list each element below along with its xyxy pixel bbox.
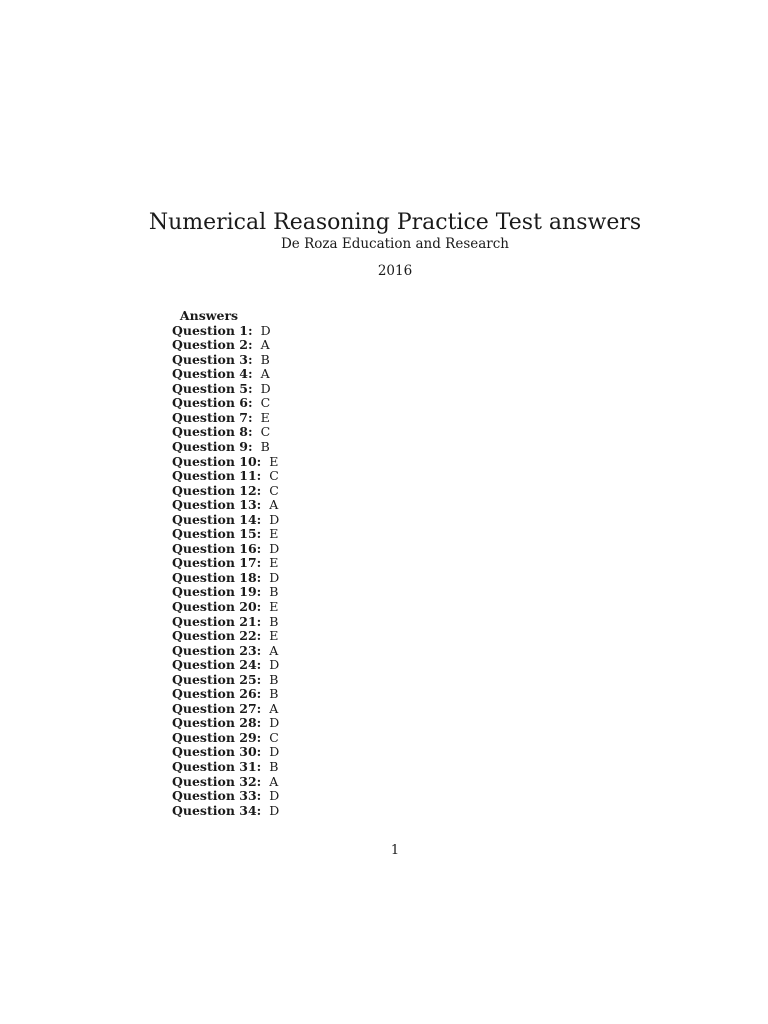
question-label: Question 30: — [172, 744, 262, 760]
document-title: Numerical Reasoning Practice Test answers — [148, 209, 642, 235]
answer-value: D — [269, 540, 280, 556]
answer-row — [172, 338, 279, 353]
answers-heading: Answers — [179, 308, 239, 323]
answer-value: E — [269, 453, 279, 469]
question-label: Question 22: — [172, 628, 262, 644]
question-label: Question 12: — [172, 482, 262, 498]
answer-row — [172, 440, 279, 455]
answer-row — [172, 513, 279, 528]
answer-value: B — [269, 671, 279, 687]
question-label: Question 31: — [172, 759, 262, 774]
answer-row — [172, 745, 279, 760]
question-label: Question 7: — [172, 409, 253, 425]
answer-value: A — [260, 366, 270, 382]
question-label: Question 11: — [172, 468, 262, 484]
question-label: Question 29: — [172, 729, 262, 745]
answer-value: E — [260, 409, 270, 425]
answer-value: C — [260, 424, 271, 440]
question-label: Question 3: — [172, 351, 253, 367]
answer-rows — [172, 324, 279, 819]
answer-value: E — [269, 555, 279, 571]
answer-row — [172, 367, 279, 382]
answer-row — [172, 527, 279, 542]
answer-row — [172, 789, 279, 804]
answer-value: D — [260, 322, 271, 338]
question-label: Question 21: — [172, 613, 262, 629]
answer-value: B — [269, 613, 279, 629]
answer-row — [172, 673, 279, 688]
question-label: Question 33: — [172, 788, 262, 804]
answers-list — [172, 309, 279, 818]
answer-row — [172, 687, 279, 702]
answer-row — [172, 542, 279, 557]
question-label: Question 19: — [172, 584, 262, 600]
question-label: Question 17: — [172, 555, 262, 571]
answer-value: C — [260, 395, 271, 411]
answer-row — [172, 731, 279, 746]
answer-value: D — [269, 802, 280, 818]
answer-value: C — [269, 482, 279, 498]
answer-value: B — [269, 686, 279, 702]
answer-value: A — [269, 642, 279, 658]
answer-value: E — [269, 526, 279, 542]
question-label: Question 2: — [172, 337, 253, 353]
answer-row — [172, 804, 279, 819]
question-label: Question 20: — [172, 598, 262, 614]
answer-value: B — [260, 438, 270, 454]
answer-value: D — [260, 380, 271, 396]
question-label: Question 4: — [172, 366, 253, 382]
question-label: Question 10: — [172, 453, 262, 469]
answer-value: B — [269, 584, 279, 600]
question-label: Question 24: — [172, 657, 262, 673]
question-label: Question 32: — [172, 773, 262, 789]
answer-value: D — [269, 715, 280, 731]
answer-value: B — [269, 759, 279, 774]
answer-row — [172, 760, 279, 775]
answer-row — [172, 629, 279, 644]
answer-row — [172, 411, 279, 426]
answer-value: E — [269, 628, 279, 644]
question-label: Question 14: — [172, 511, 262, 527]
answer-value: D — [269, 788, 280, 804]
question-label: Question 9: — [172, 438, 253, 454]
answer-row — [172, 644, 279, 659]
answer-row — [172, 353, 279, 368]
answer-row — [172, 382, 279, 397]
answer-value: C — [269, 729, 279, 745]
question-label: Question 25: — [172, 671, 262, 687]
answer-row — [172, 775, 279, 790]
question-label: Question 6: — [172, 395, 253, 411]
answer-value: A — [269, 700, 279, 716]
question-label: Question 34: — [172, 802, 262, 818]
answer-value: A — [269, 497, 279, 513]
answer-row — [172, 469, 279, 484]
question-label: Question 13: — [172, 497, 262, 513]
answer-value: E — [269, 598, 279, 614]
answer-row — [172, 658, 279, 673]
question-label: Question 26: — [172, 686, 262, 702]
question-label: Question 15: — [172, 526, 262, 542]
answer-value: D — [269, 657, 280, 673]
answer-value: A — [260, 337, 270, 353]
answer-row — [172, 484, 279, 499]
answer-row — [172, 615, 279, 630]
question-label: Question 5: — [172, 380, 253, 396]
answer-row — [172, 556, 279, 571]
question-label: Question 8: — [172, 424, 253, 440]
answer-value: B — [260, 351, 270, 367]
answer-row — [172, 702, 279, 717]
answer-value: D — [269, 569, 280, 585]
page-number: 1 — [390, 843, 400, 858]
answer-value: D — [269, 511, 280, 527]
question-label: Question 18: — [172, 569, 262, 585]
answer-row — [172, 455, 279, 470]
answer-row — [172, 324, 279, 339]
answer-row — [172, 600, 279, 615]
question-label: Question 23: — [172, 642, 262, 658]
answer-row — [172, 498, 279, 513]
answer-row — [172, 571, 279, 586]
document-author: De Roza Education and Research — [280, 236, 509, 252]
answer-value: D — [269, 744, 280, 760]
question-label: Question 28: — [172, 715, 262, 731]
answer-row — [172, 585, 279, 600]
answer-row — [172, 425, 279, 440]
answer-value: C — [269, 468, 279, 484]
question-label: Question 27: — [172, 700, 262, 716]
question-label: Question 16: — [172, 540, 262, 556]
answer-row — [172, 716, 279, 731]
answer-row — [172, 396, 279, 411]
answer-value: A — [269, 773, 279, 789]
document-date: 2016 — [377, 263, 413, 279]
question-label: Question 1: — [172, 322, 253, 338]
